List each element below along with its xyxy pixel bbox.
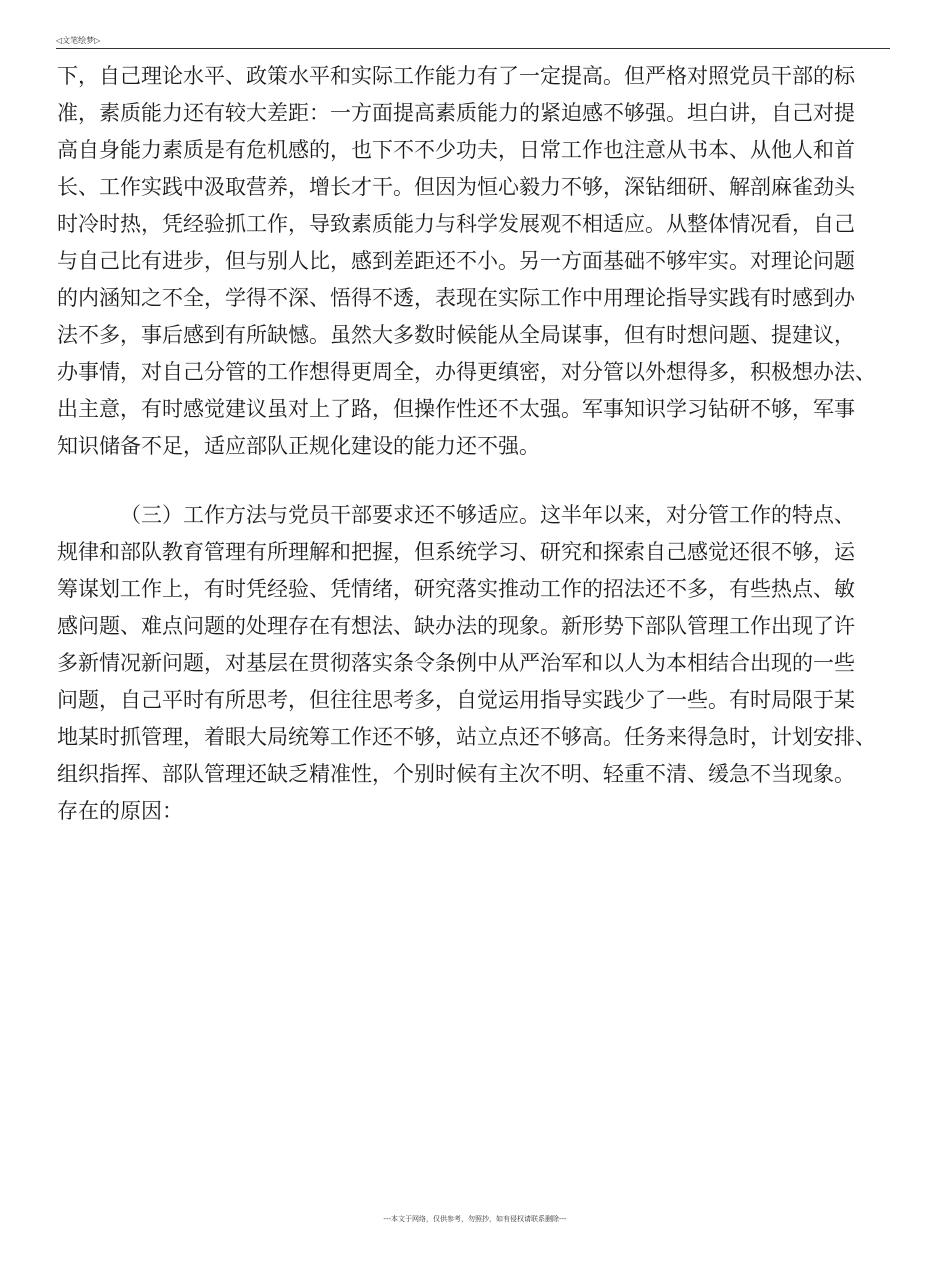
text-line: 时冷时热，凭经验抓工作，导致素质能力与科学发展观不相适应。从整体情况看，自己: [57, 212, 855, 236]
page-footer-disclaimer: ---本文于网络，仅供参考，勿照抄，如有侵权请联系删除---: [383, 1215, 567, 1223]
text-line: 与自己比有进步，但与别人比，感到差距还不小。另一方面基础不够牢实。对理论问题: [57, 249, 855, 273]
document-body: [57, 58, 895, 830]
text-line: 的内涵知之不全，学得不深、悟得不透，表现在实际工作中用理论指导实践有时感到办: [57, 286, 855, 310]
paragraph-2: [57, 497, 895, 830]
text-line: 筹谋划工作上，有时凭经验、凭情绪，研究落实推动工作的招法还不多，有些热点、敏: [57, 577, 855, 601]
text-line: （三）工作方法与党员干部要求还不够适应。这半年以来，对分管工作的特点、: [120, 503, 855, 527]
paragraph-gap: [57, 465, 895, 497]
text-line: 感问题、难点问题的处理存在有想法、缺办法的现象。新形势下部队管理工作出现了许: [57, 614, 855, 638]
text-line: 知识储备不足，适应部队正规化建设的能力还不强。: [57, 434, 540, 458]
page-header: [56, 36, 890, 49]
text-line: 组织指挥、部队管理还缺乏精准性，个别时候有主次不明、轻重不清、缓急不当现象。: [57, 762, 855, 786]
text-line: 准，素质能力还有较大差距：一方面提高素质能力的紧迫感不够强。坦白讲，自己对提: [57, 101, 855, 125]
text-line: 地某时抓管理，着眼大局统筹工作还不够，站立点还不够高。任务来得急时，计划安排、: [57, 725, 876, 749]
text-line: 高自身能力素质是有危机感的，也下不不少功夫，日常工作也注意从书本、从他人和首: [57, 138, 855, 162]
text-line: 存在的原因：: [57, 799, 183, 823]
text-line: 问题，自己平时有所思考，但往往思考多，自觉运用指导实践少了一些。有时局限于某: [57, 688, 855, 712]
text-line: 长、工作实践中汲取营养，增长才干。但因为恒心毅力不够，深钻细研、解剖麻雀劲头: [57, 175, 855, 199]
text-line: 多新情况新问题，对基层在贯彻落实条令条例中从严治军和以人为本相结合出现的一些: [57, 651, 855, 675]
text-line: 下，自己理论水平、政策水平和实际工作能力有了一定提高。但严格对照党员干部的标: [57, 64, 855, 88]
header-logo-text: ◁文笔绘梦▷: [56, 36, 101, 45]
text-line: 办事情，对自己分管的工作想得更周全，办得更缜密，对分管以外想得多，积极想办法、: [57, 360, 876, 384]
text-line: 出主意，有时感觉建议虽对上了路，但操作性还不太强。军事知识学习钻研不够，军事: [57, 397, 855, 421]
text-line: 规律和部队教育管理有所理解和把握，但系统学习、研究和探索自己感觉还很不够，运: [57, 540, 855, 564]
paragraph-1: [57, 58, 895, 465]
text-line: 法不多，事后感到有所缺憾。虽然大多数时候能从全局谋事，但有时想问题、提建议，: [57, 323, 855, 347]
